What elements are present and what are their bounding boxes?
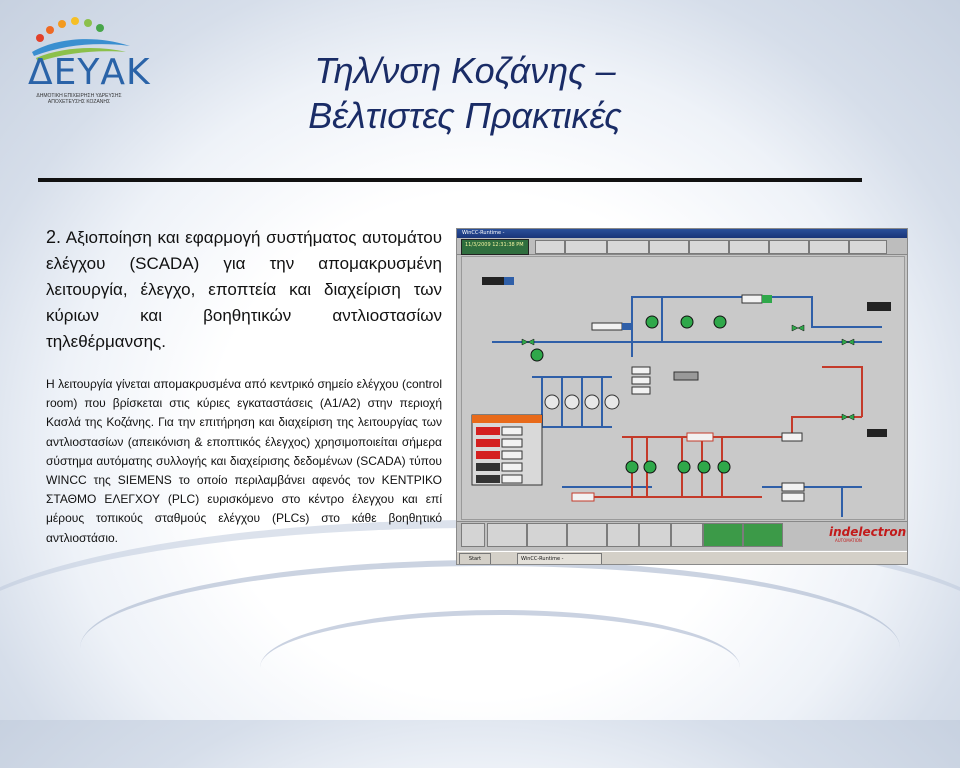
title-line-1: Τηλ/νση Κοζάνης – (314, 50, 616, 91)
water-ripple (80, 560, 900, 736)
taskbar-item: WinCC-Runtime - (517, 553, 602, 565)
scada-button (567, 523, 607, 547)
scada-button (527, 523, 567, 547)
process-diagram-icon (462, 257, 904, 519)
body-paragraph: Η λειτουργία γίνεται απομακρυσμένα από κεντρικό σημείο ελέγχου (control room) που βρίσκεται στις κύριες εγκαταστάσεις (Α1/Α2) στην περιοχή Κασλά της Κοζάνης. Για την επιτήρηση και διαχείριση της λειτουργίας των αντλιοστασίων (απεικόνιση & εποπτικός έλεγχος) χρησιμοποιείται σήμερα σύστημα αυτόματης συλλογής και διαχείρισης δεδομένων (SCADA) τύπου WINCC της SIEMENS το οποίο περιλαμβάνει αφενός τον ΚΕΝΤΡΙΚΟ ΣΤΑΘΜΟ ΕΛΕΓΧΟΥ (PLC) ευρισκόμενο στο κέντρο έλεγχου και επί μέρους τοπικούς σταθμούς ελέγχου (PLCs) στο κάθε βοηθητικό αντλιοστάσιο. (46, 377, 442, 545)
scada-tab (535, 240, 565, 254)
scada-brand-sub: AUTOMATION (835, 538, 862, 543)
slide-title (230, 48, 700, 138)
logo-subtitle: ΔΗΜΟΤΙΚΗ ΕΠΙΧΕΙΡΗΣΗ ΥΔΡΕΥΣΗΣ ΑΠΟΧΕΤΕΥΣΗΣ ΚΟΖΑΝΗΣ (36, 93, 122, 105)
scada-button (607, 523, 639, 547)
scada-clock: 11/3/2009 12:31:38 PM (461, 239, 529, 255)
water-ripple (260, 610, 740, 725)
scada-button (671, 523, 703, 547)
scada-tab (849, 240, 887, 254)
scada-titlebar: WinCC-Runtime - (457, 229, 907, 238)
section-heading (46, 224, 442, 355)
section-number: 2. (46, 227, 62, 247)
start-button: Start (459, 553, 491, 565)
scada-tab (649, 240, 689, 254)
title-divider (38, 178, 862, 182)
scada-tab (729, 240, 769, 254)
scada-button (461, 523, 485, 547)
title-line-2: Βέλτιστες Πρακτικές (308, 95, 622, 136)
scada-taskbar (457, 551, 907, 565)
scada-tab (809, 240, 849, 254)
section-heading-text: Αξιοποίηση και εφαρμογή συστήματος αυτομάτου ελέγχου (SCADA) για την απομακρυσμένη λειτουργία, έλεγχο, εποπτεία και διαχείριση των κύριων και βοηθητικών αντλιοστασίων τηλεθέρμανσης. (46, 228, 442, 351)
scada-tab (689, 240, 729, 254)
scada-button (639, 523, 671, 547)
scada-tab (769, 240, 809, 254)
scada-tab (565, 240, 607, 254)
logo-name: ΔΕΥΑΚ (28, 52, 151, 93)
scada-button (487, 523, 527, 547)
scada-tab (607, 240, 649, 254)
scada-button (703, 523, 743, 547)
scada-brand: indelectron (829, 525, 907, 539)
scada-screenshot (456, 228, 908, 565)
scada-process-diagram (461, 256, 905, 520)
scada-button (743, 523, 783, 547)
